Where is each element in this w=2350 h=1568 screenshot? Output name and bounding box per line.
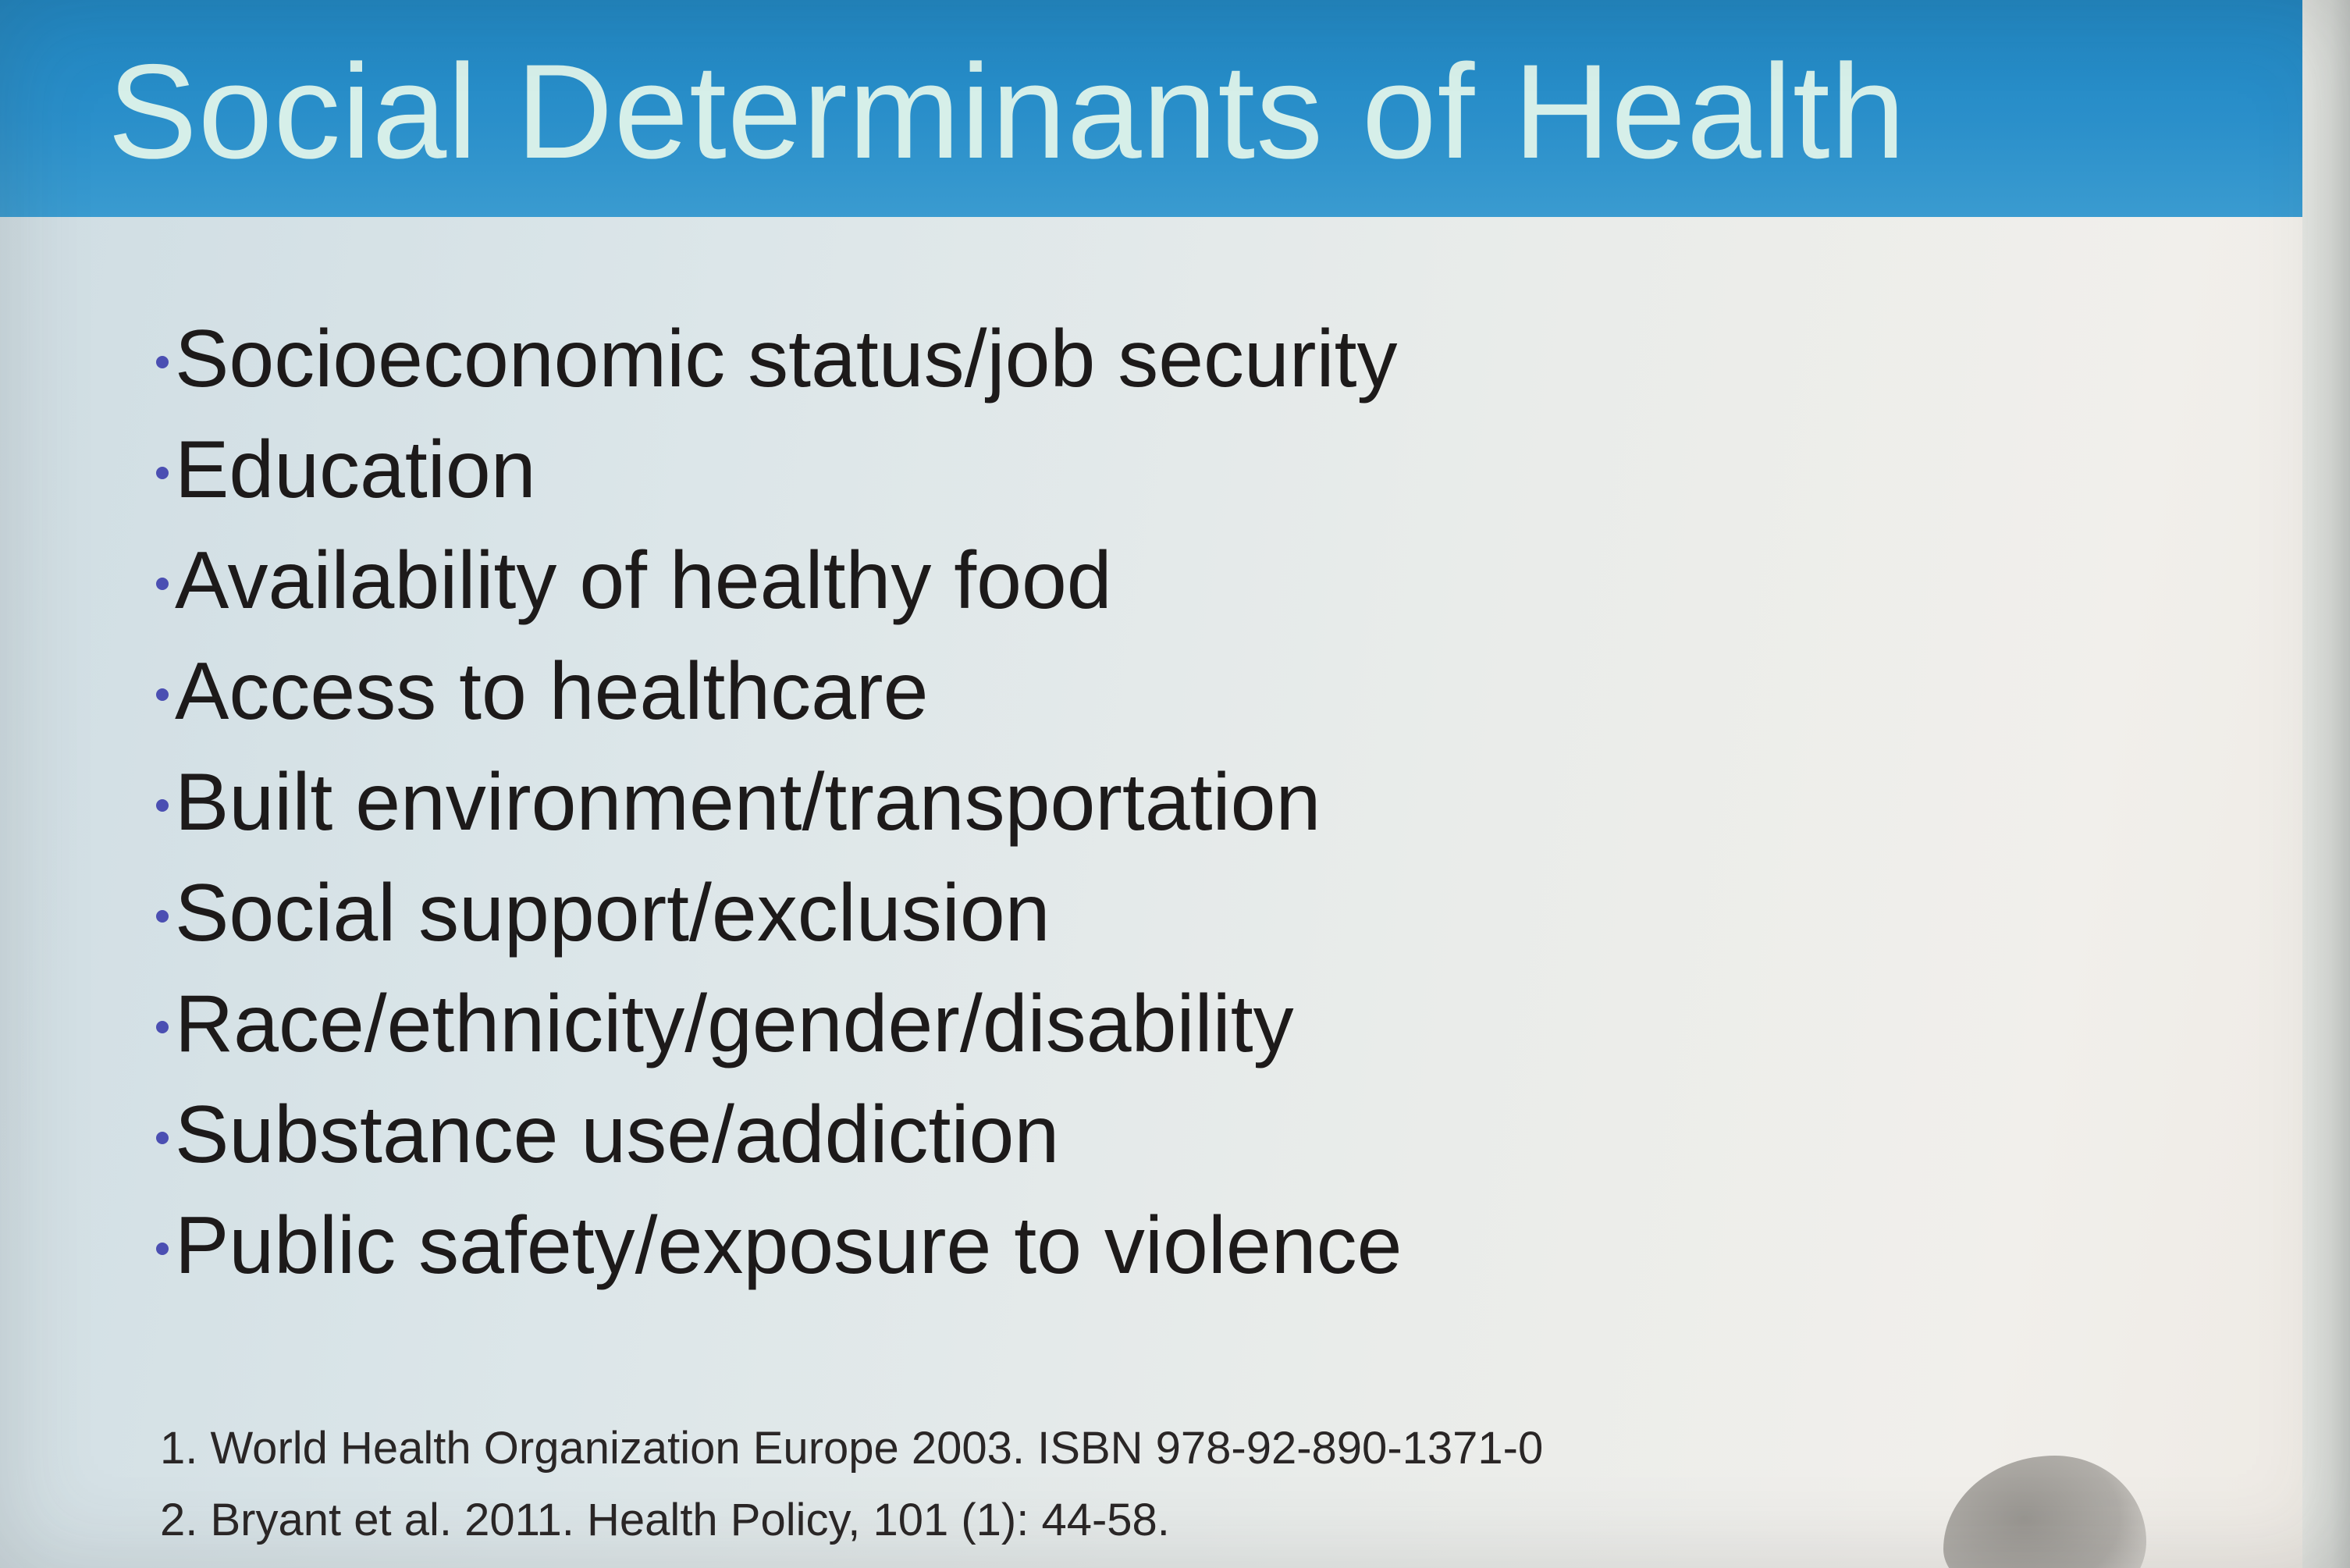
bullet-dot-icon [156, 1132, 169, 1144]
bullet-text: Access to healthcare [175, 646, 929, 737]
screen-edge [2302, 0, 2350, 1568]
bullet-dot-icon [156, 688, 169, 701]
bullet-item [156, 530, 1402, 641]
bullet-text: Public safety/exposure to violence [175, 1200, 1403, 1291]
bullet-item [156, 641, 1402, 752]
bullet-dot-icon [156, 578, 169, 590]
reference-item: 2. Bryant et al. 2011. Health Policy, 101 (1): 44-58. [160, 1495, 1170, 1545]
bullet-item [156, 1084, 1402, 1195]
bullet-dot-icon [156, 467, 169, 479]
bullet-text: Race/ethnicity/gender/disability [175, 979, 1294, 1069]
bullet-dot-icon [156, 356, 169, 368]
bullet-dot-icon [156, 1021, 169, 1033]
reference-item: 1. World Health Organization Europe 2003. ISBN 978-92-890-1371-0 [160, 1423, 1544, 1474]
bullet-text: Substance use/addiction [175, 1090, 1060, 1180]
title-bar [0, 0, 2302, 217]
bullet-item [156, 752, 1402, 862]
bullet-dot-icon [156, 910, 169, 923]
bullet-item [156, 419, 1402, 530]
reference-list [160, 1417, 1543, 1560]
bullet-text: Availability of healthy food [175, 535, 1112, 626]
bullet-dot-icon [156, 799, 169, 812]
bullet-item [156, 973, 1402, 1084]
bullet-item [156, 1195, 1402, 1306]
bullet-item [156, 308, 1402, 419]
presenter-shadow [1943, 1456, 2146, 1568]
bullet-text: Socioeconomic status/job security [175, 314, 1398, 404]
slide-title: Social Determinants of Health [108, 37, 1907, 187]
bullet-text: Education [175, 425, 536, 515]
bullet-text: Social support/exclusion [175, 868, 1051, 958]
bullet-text: Built environment/transportation [175, 757, 1321, 848]
bullet-item [156, 862, 1402, 973]
bullet-dot-icon [156, 1243, 169, 1255]
bullet-list [156, 308, 1402, 1306]
